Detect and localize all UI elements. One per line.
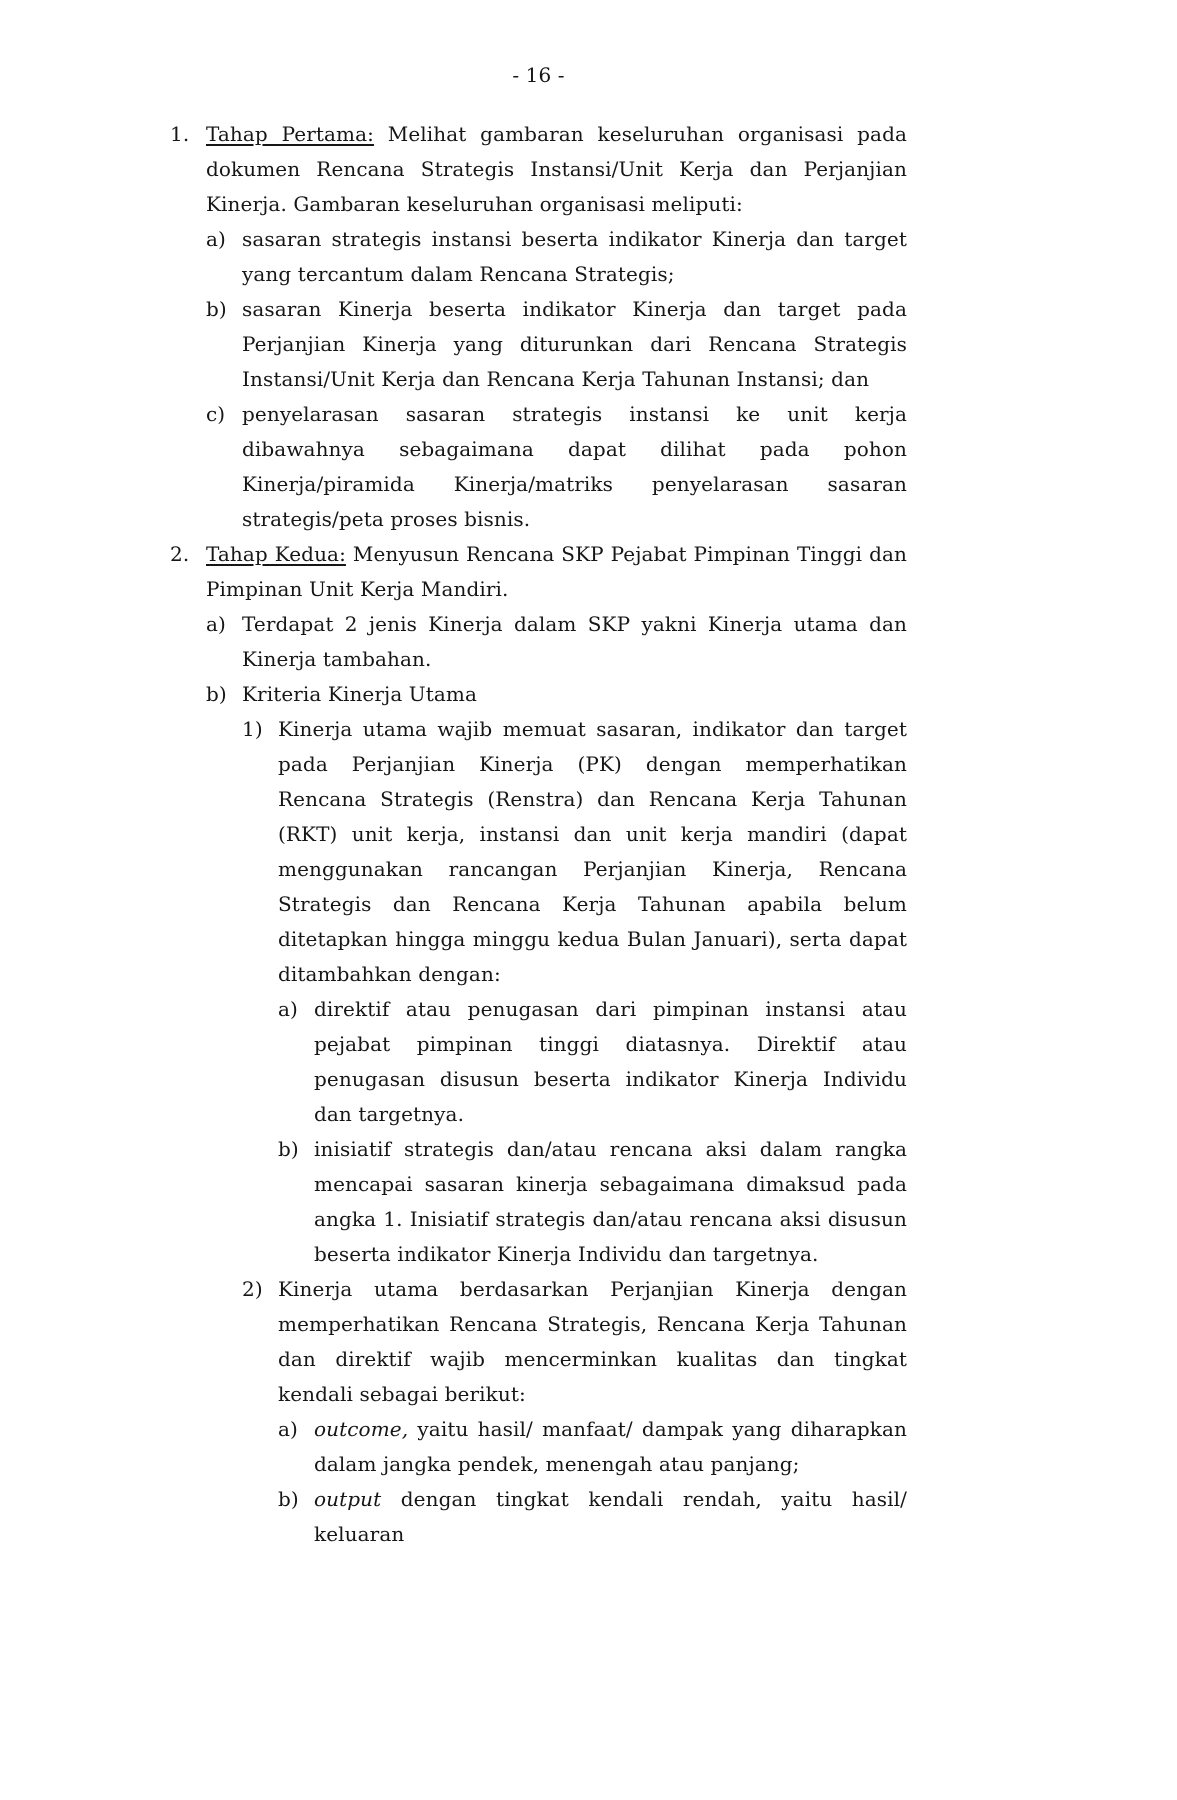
list-marker: b): [206, 682, 227, 706]
list-marker: a): [206, 612, 226, 636]
item-body-text: dengan tingkat kendali rendah, yaitu hasil/ keluaran: [314, 1487, 907, 1546]
list-item-2b1a: [278, 992, 907, 1132]
list-item-text: [314, 1482, 907, 1552]
list-item-text: inisiatif strategis dan/atau rencana aksi dalam rangka mencapai sasaran kinerja sebagaimana dimaksud pada angka 1. Inisiatif strategis dan/atau rencana aksi disusun beserta indikator Kinerja Individu dan targetnya.: [314, 1137, 907, 1266]
list-marker: b): [206, 297, 227, 321]
item-lead-italic: outcome,: [314, 1417, 409, 1441]
item-body-text: Menyusun Rencana SKP Pejabat Pimpinan Tinggi dan Pimpinan Unit Kerja Mandiri.: [206, 542, 907, 601]
document-page: [170, 0, 907, 1552]
list-item-2b1b: [278, 1132, 907, 1272]
item-body-text: Melihat gambaran keseluruhan organisasi pada dokumen Rencana Strategis Instansi/Unit Kerja dan Perjanjian Kinerja. Gambaran keseluruhan organisasi meliputi:: [206, 122, 907, 216]
list-item-text: penyelarasan sasaran strategis instansi ke unit kerja dibawahnya sebagaimana dapat dilihat pada pohon Kinerja/piramida Kinerja/matriks penyelarasan sasaran strategis/peta proses bisnis.: [242, 402, 907, 531]
list-item-text: Kinerja utama wajib memuat sasaran, indikator dan target pada Perjanjian Kinerja (PK) dengan memperhatikan Rencana Strategis (Renstra) dan Rencana Kerja Tahunan (RKT) unit kerja, instansi dan unit kerja mandiri (dapat menggunakan rancangan Perjanjian Kinerja, Rencana Strategis dan Rencana Kerja Tahunan apabila belum ditetapkan hingga minggu kedua Bulan Januari), serta dapat ditambahkan dengan:: [278, 717, 907, 986]
list-marker: 1): [242, 717, 263, 741]
list-item-2b1: [242, 712, 907, 992]
list-marker: a): [206, 227, 226, 251]
list-item-2b2: [242, 1272, 907, 1412]
list-item-1b: [206, 292, 907, 397]
list-item-text: sasaran Kinerja beserta indikator Kinerja dan target pada Perjanjian Kinerja yang diturunkan dari Rencana Strategis Instansi/Unit Kerja dan Rencana Kerja Tahunan Instansi; dan: [242, 297, 907, 391]
item-lead-underlined: Tahap Pertama:: [206, 122, 374, 146]
item-lead-italic: output: [314, 1487, 382, 1511]
list-marker: 2.: [170, 542, 190, 566]
list-item-2b: [206, 677, 907, 712]
list-marker: 1.: [170, 122, 190, 146]
list-item-1c: [206, 397, 907, 537]
list-marker: 2): [242, 1277, 263, 1301]
page-number: - 16 -: [512, 63, 565, 87]
list-item-2b2a: [278, 1412, 907, 1482]
list-item-text: sasaran strategis instansi beserta indikator Kinerja dan target yang tercantum dalam Rencana Strategis;: [242, 227, 907, 286]
list-item-text: Kriteria Kinerja Utama: [242, 682, 478, 706]
list-item-text: Terdapat 2 jenis Kinerja dalam SKP yakni Kinerja utama dan Kinerja tambahan.: [242, 612, 907, 671]
list-item-2a: [206, 607, 907, 677]
list-item-text: Kinerja utama berdasarkan Perjanjian Kinerja dengan memperhatikan Rencana Strategis, Rencana Kerja Tahunan dan direktif wajib mencerminkan kualitas dan tingkat kendali sebagai berikut:: [278, 1277, 907, 1406]
item-lead-underlined: Tahap Kedua:: [206, 542, 346, 566]
list-marker: a): [278, 1417, 298, 1441]
list-item-text: [314, 1412, 907, 1482]
list-item-text: [206, 117, 907, 222]
item-body-text: yaitu hasil/ manfaat/ dampak yang diharapkan dalam jangka pendek, menengah atau panjang;: [314, 1417, 907, 1476]
list-item-text: direktif atau penugasan dari pimpinan instansi atau pejabat pimpinan tinggi diatasnya. Direktif atau penugasan disusun beserta indikator Kinerja Individu dan targetnya.: [314, 997, 907, 1126]
list-item-2: [170, 537, 907, 607]
list-item-1: [170, 117, 907, 222]
list-item-text: [206, 537, 907, 607]
list-marker: b): [278, 1487, 299, 1511]
list-marker: c): [206, 402, 226, 426]
list-item-1a: [206, 222, 907, 292]
list-marker: a): [278, 997, 298, 1021]
list-item-2b2b: [278, 1482, 907, 1552]
list-marker: b): [278, 1137, 299, 1161]
